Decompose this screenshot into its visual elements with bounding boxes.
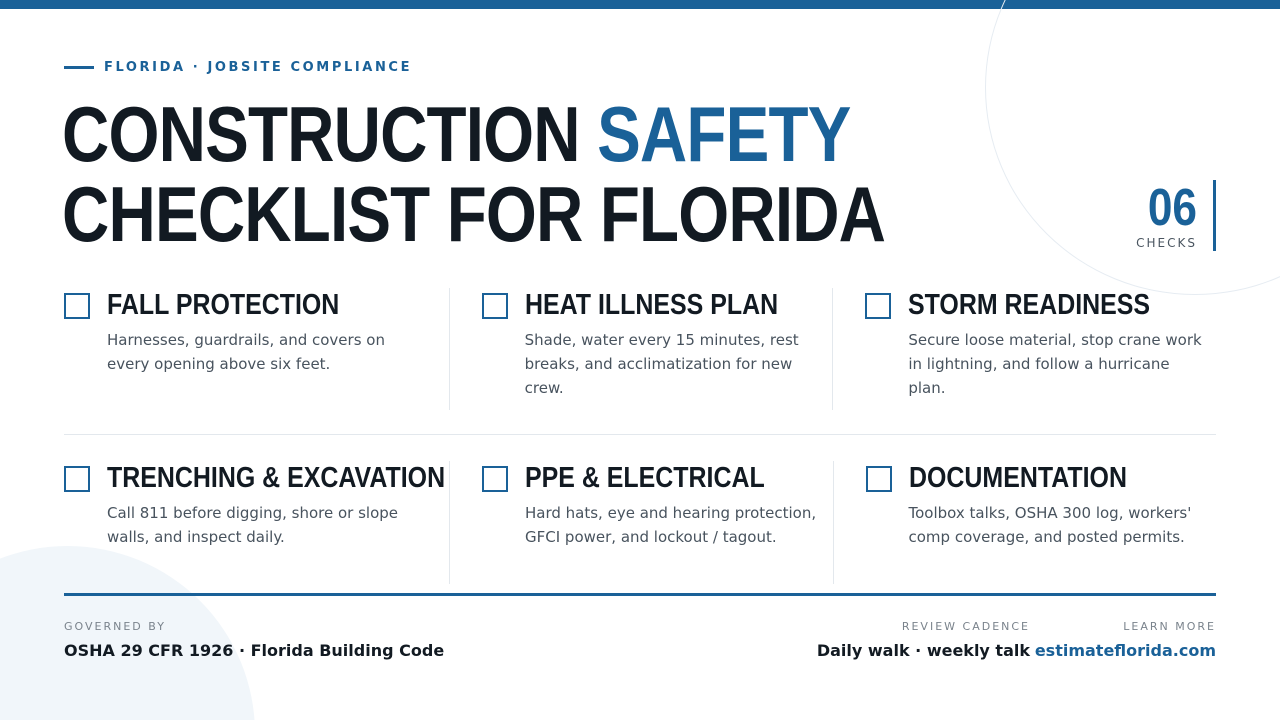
checks-label: CHECKS: [1136, 236, 1197, 250]
checks-count: 06: [1147, 179, 1197, 237]
checkbox[interactable]: [482, 466, 508, 492]
checklist-item-heat-illness: [449, 288, 833, 410]
title-accent: SAFETY: [597, 90, 851, 178]
footer-divider: [64, 593, 1216, 596]
item-title: STORM READINESS: [908, 289, 1151, 321]
checklist-item-fall-protection: [64, 288, 449, 410]
title-part-1: CONSTRUCTION: [62, 90, 598, 178]
item-description: Secure loose material, stop crane work in lightning, and follow a hurricane plan.: [908, 331, 1202, 397]
item-title: DOCUMENTATION: [908, 462, 1127, 494]
checklist-item-ppe-electrical: [449, 461, 833, 584]
item-title: TRENCHING & EXCAVATION: [107, 462, 446, 494]
checklist-row: [64, 434, 1216, 584]
checks-badge: [1110, 180, 1216, 251]
eyebrow-dash: [64, 66, 94, 69]
item-title: FALL PROTECTION: [107, 289, 340, 321]
title-line-2: CHECKLIST FOR FLORIDA: [62, 170, 886, 258]
checklist-item-documentation: [833, 461, 1217, 584]
item-description: Toolbox talks, OSHA 300 log, workers' comp coverage, and posted permits.: [908, 504, 1192, 546]
page-title: [62, 90, 886, 258]
governed-by-label: GOVERNED BY: [64, 620, 166, 633]
learn-more-link[interactable]: estimateflorida.com: [1034, 641, 1216, 660]
review-cadence-label: REVIEW CADENCE: [901, 620, 1030, 633]
eyebrow-text: FLORIDA · JOBSITE COMPLIANCE: [104, 59, 413, 75]
checklist-item-storm-readiness: [832, 288, 1216, 410]
checklist-item-trenching: [64, 461, 449, 584]
checkbox[interactable]: [64, 466, 90, 492]
checklist-grid: [64, 288, 1216, 584]
checkbox[interactable]: [482, 293, 508, 319]
eyebrow: [64, 59, 412, 75]
item-description: Harnesses, guardrails, and covers on every opening above six feet.: [107, 331, 385, 373]
learn-more-label: LEARN MORE: [1123, 620, 1216, 633]
governed-by-value: OSHA 29 CFR 1926 · Florida Building Code: [64, 641, 445, 660]
item-description: Hard hats, eye and hearing protection, GFCI power, and lockout / tagout.: [525, 504, 817, 546]
checkbox[interactable]: [64, 293, 90, 319]
item-title: HEAT ILLNESS PLAN: [524, 289, 778, 321]
checkbox[interactable]: [865, 293, 891, 319]
checklist-row: [64, 288, 1216, 410]
review-cadence-value: Daily walk · weekly talk: [816, 641, 1030, 660]
title-line-1: [62, 90, 851, 178]
item-description: Shade, water every 15 minutes, rest breaks, and acclimatization for new crew.: [524, 331, 799, 397]
item-title: PPE & ELECTRICAL: [525, 462, 765, 494]
item-description: Call 811 before digging, shore or slope walls, and inspect daily.: [107, 504, 399, 546]
checkbox[interactable]: [866, 466, 892, 492]
